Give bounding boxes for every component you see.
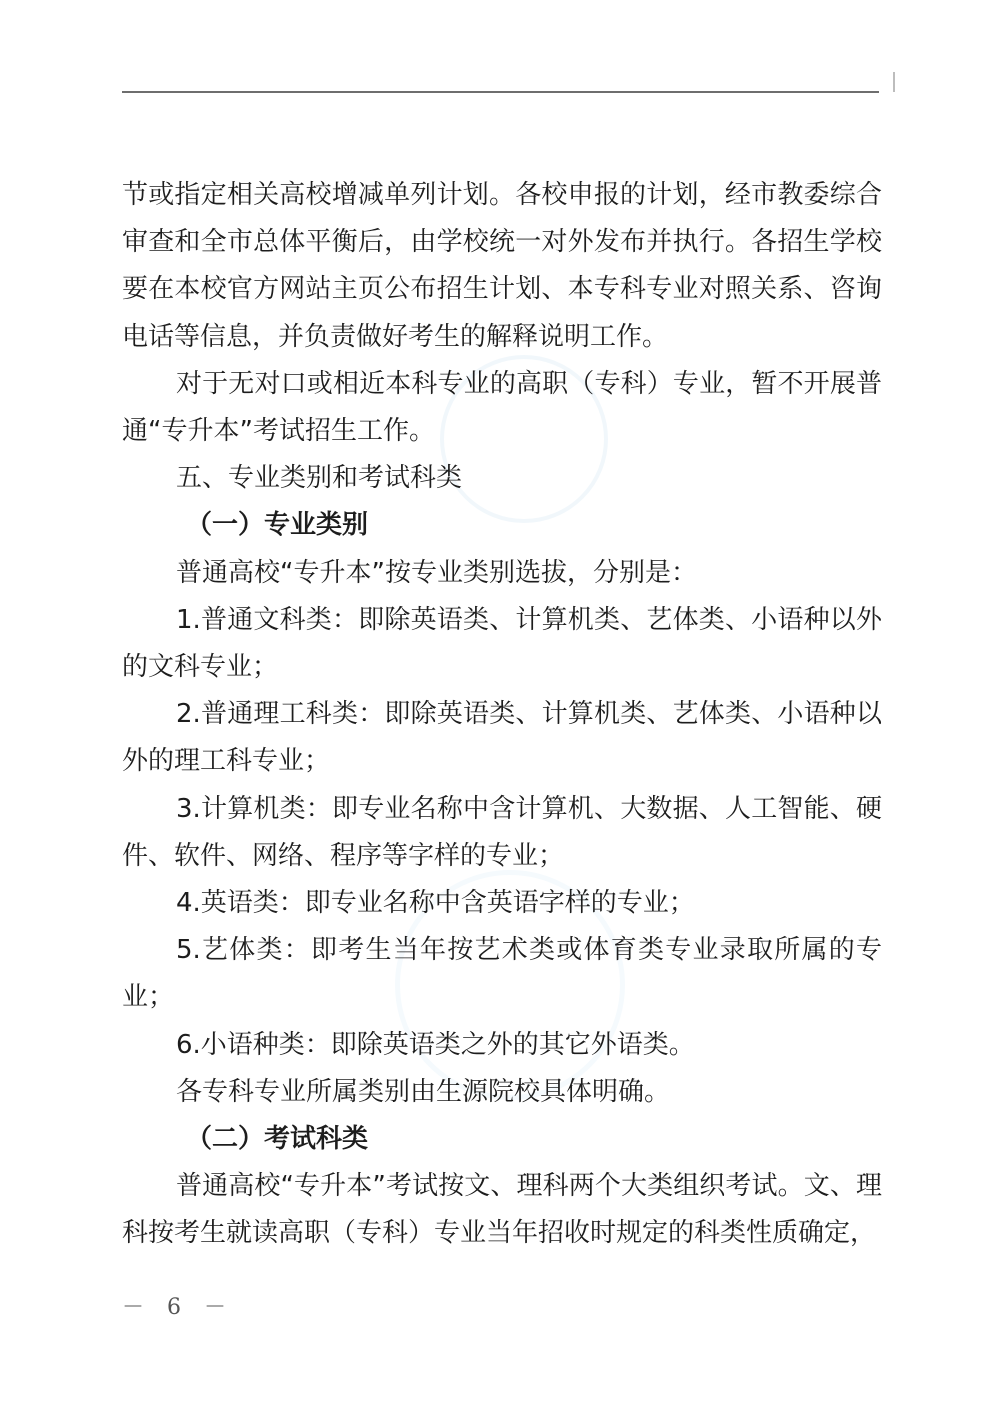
list-item: 3.计算机类：即专业名称中含计算机、大数据、人工智能、硬件、软件、网络、程序等字样的专业； — [122, 793, 882, 871]
paragraph: 普通高校“专升本”按专业类别选拔，分别是： — [176, 557, 697, 588]
list-item: 6.小语种类：即除英语类之外的其它外语类。 — [176, 1029, 695, 1060]
document-body — [122, 172, 882, 1258]
list-item: 1.普通文科类：即除英语类、计算机类、艺体类、小语种以外的文科专业； — [122, 604, 882, 683]
paragraph: 对于无对口或相近本科专业的高职（专科）专业，暂不开展普通“专升本”考试招生工作。 — [122, 368, 882, 447]
paragraph-continued: 节或指定相关高校增减单列计划。各校申报的计划，经市教委综合审查和全市总体平衡后，由学校统一对外发布并执行。各招生学校要在本校官方网站主页公布招生计划、本专科专业对照关系、咨询电话等信息，并负责做好考生的解释说明工作。 — [122, 180, 882, 352]
paragraph: 各专科专业所属类别由生源院校具体明确。 — [176, 1076, 671, 1107]
subsection-heading: （一）专业类别 — [186, 510, 369, 541]
header-rule — [122, 91, 879, 93]
header-margin-mark — [893, 72, 895, 92]
page-number: － 6 － — [122, 1295, 234, 1320]
subsection-heading: （二）考试科类 — [186, 1124, 369, 1155]
paragraph: 普通高校“专升本”考试按文、理科两个大类组织考试。文、理科按考生就读高职（专科）专业当年招收时规定的科类性质确定， — [122, 1171, 882, 1249]
list-item: 5.艺体类：即考生当年按艺术类或体育类专业录取所属的专业； — [122, 935, 882, 1013]
section-heading: 五、专业类别和考试科类 — [176, 463, 463, 494]
list-item: 4.英语类：即专业名称中含英语字样的专业； — [176, 888, 695, 919]
list-item: 2.普通理工科类：即除英语类、计算机类、艺体类、小语种以外的理工科专业； — [122, 699, 882, 777]
